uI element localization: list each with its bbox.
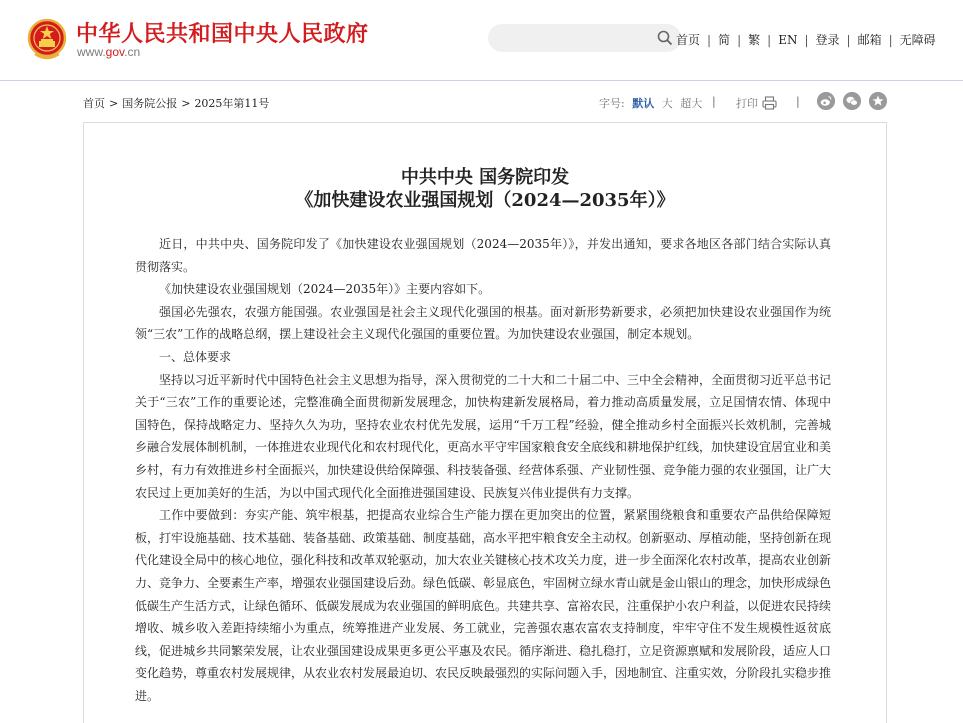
breadcrumb-separator: > [181,97,191,110]
font-size-default[interactable]: 默认 [632,97,655,110]
nav-separator: | [737,33,742,47]
article-body [135,233,831,707]
article-container [83,122,887,723]
toolbar-divider: | [796,95,800,108]
article-paragraph: 近日，中共中央、国务院印发了《加快建设农业强国规划（2024—2035年）》，并发出通知，要求各地区各部门结合实际认真贯彻落实。 [135,237,831,274]
article-paragraph: 强国必先强农，农强方能国强。农业强国是社会主义现代化强国的根基。面对新形势新要求，必须把加快建设农业强国作为统领“三农”工作的战略总纲，摆上建设社会主义现代化强国的重要位置。为加快建设农业强国，制定本规划。 [135,304,831,342]
print-button[interactable] [736,95,777,111]
toolbar-divider: | [712,95,716,108]
site-url [77,45,140,59]
favorite-icon[interactable] [869,92,887,110]
article-paragraph: 工作中要做到：夯实产能、筑牢根基，把提高农业综合生产能力摆在更加突出的位置，紧紧围绕粮食和重要农产品供给保障短板，打牢设施基础、技术基础、装备基础、政策基础、制度基础，高水平把牢粮食安全主动权。创新驱动、厚植动能，坚持创新在现代化建设全局中的核心地位，强化科技和改革双轮驱动，加大农业关键核心技术攻关力度，进一步全面深化农村改革，提高农业创新力、竞争力、全要素生产率，增强农业强国建设后劲。绿色低碳、彰显底色，牢固树立绿水青山就是金山银山的理念，加快形成绿色低碳生产生活方式，让绿色循环、低碳发展成为农业强国的鲜明底色。共建共享、富裕农民，注重保护小农户利益，以促进农民持续增收、城乡收入差距持续缩小为重点，统筹推进产业发展、务工就业，完善强农惠农富农支持制度，牢牢守住不发生规模性返贫底线，促进城乡共同繁荣发展，让农业强国建设成果更多更公平惠及农民。循序渐进、稳扎稳打，立足资源禀赋和发展阶段，适应人口变化趋势，尊重农村发展规律，从农业农村发展最迫切、农民反映最强烈的实际问题入手，因地制宜、注重实效，分阶段扎实稳步推进。 [135,508,832,703]
wechat-icon[interactable] [843,92,861,110]
section-heading: 一、总体要求 [159,349,232,364]
font-size-xlarge[interactable]: 超大 [680,97,703,110]
site-header [0,0,963,80]
nav-traditional[interactable]: 繁 [748,33,761,47]
nav-login[interactable]: 登录 [815,33,840,47]
nav-home[interactable]: 首页 [676,33,701,47]
breadcrumb-issue[interactable]: 2025年第11号 [194,97,270,110]
font-size-large[interactable]: 大 [661,97,673,110]
search-input[interactable] [488,24,681,52]
breadcrumb-bar [83,92,887,112]
font-size-label: 字号: [599,97,625,110]
article-paragraph: 坚持以习近平新时代中国特色社会主义思想为指导，深入贯彻党的二十大和二十届二中、三中全会精神，全面贯彻习近平总书记关于“三农”工作的重要论述，完整准确全面贯彻新发展理念，加快构建新发展格局，着力推动高质量发展，立足国情农情、体现中国特色，保持战略定力、坚持久久为功，坚持农业农村优先发展，运用“千万工程”经验，健全推动乡村全面振兴长效机制，完善城乡融合发展体制机制，一体推进农业现代化和农村现代化，更高水平守牢国家粮食安全底线和耕地保护红线，加快建设宜居宜业和美乡村，有力有效推进乡村全面振兴，加快建设供给保障强、科技装备强、经营体系强、产业韧性强、竞争能力强的农业强国，让广大农民过上更加美好的生活，为以中国式现代化全面推进强国建设、民族复兴伟业提供有力支撑。 [135,372,832,500]
top-nav [676,31,936,48]
site-url-suffix: .cn [124,45,141,59]
nav-accessibility[interactable]: 无障碍 [899,33,936,47]
weibo-icon[interactable] [817,92,835,110]
nav-english[interactable]: EN [778,33,798,47]
article-title-line2: 《加快建设农业强国规划（2024—2035年）》 [295,190,675,211]
print-label: 打印 [736,97,758,110]
search-icon[interactable] [657,30,673,46]
nav-separator: | [707,33,712,47]
nav-separator: | [767,33,772,47]
breadcrumb-bulletin[interactable]: 国务院公报 [122,97,178,110]
nav-separator: | [888,33,893,47]
header-divider [0,80,963,81]
site-name[interactable]: 中华人民共和国中央人民政府 [76,22,369,47]
national-emblem-icon[interactable] [27,18,67,60]
nav-separator: | [846,33,851,47]
printer-icon [762,96,777,110]
nav-mail[interactable]: 邮箱 [857,33,882,47]
font-size-switcher [599,95,702,111]
breadcrumb-separator: > [109,97,119,110]
breadcrumb-home[interactable]: 首页 [83,97,105,110]
site-url-prefix: www. [77,45,106,59]
nav-separator: | [804,33,809,47]
nav-simplified[interactable]: 简 [718,33,731,47]
article-paragraph: 《加快建设农业强国规划（2024—2035年）》主要内容如下。 [159,282,491,297]
article-title-line1: 中共中央 国务院印发 [400,167,570,188]
breadcrumb [83,95,269,111]
site-url-gov: gov [105,45,125,59]
